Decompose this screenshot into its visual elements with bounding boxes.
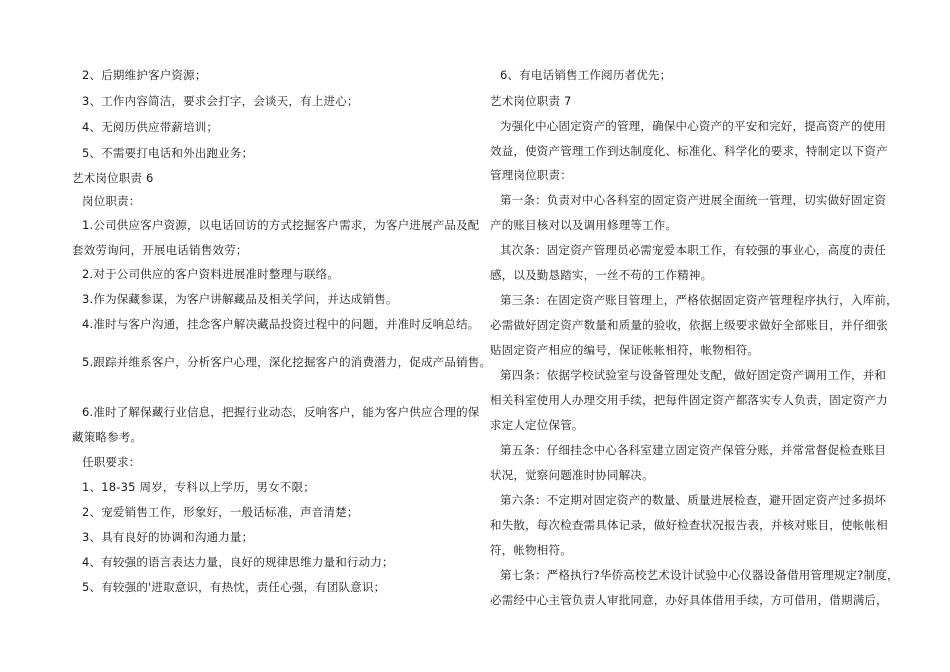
text-line: 1.公司供应客户资源，以电话回访的方式挖掘客户需求，为客户进展产品及配 (82, 218, 480, 232)
text-line: 第三条：在固定资产账目管理上，严格依据固定资产管理程序执行，入库前， (500, 293, 898, 307)
text-line: 管理岗位职责： (490, 168, 572, 182)
text-line: 4、有较强的语言表达力量，良好的规律思维力量和行动力； (82, 555, 394, 569)
text-line: 第七条：严格执行?华侨高校艺术设计试验中心仪器设备借用管理规定?制度， (500, 568, 899, 582)
text-line: 贴固定资产相应的编号，保证帐帐相符，帐物相符。 (490, 343, 760, 357)
text-line: 第四条：依据学校试验室与设备管理处支配，做好固定资产调用工作，并和 (500, 368, 887, 382)
text-line: 4、无阅历供应带薪培训； (82, 120, 219, 134)
text-line: 1、18-35 周岁，专科以上学历，男女不限； (82, 480, 315, 494)
text-line: 感，以及勤恳踏实，一丝不苟的工作精神。 (490, 268, 713, 282)
subheading: 任职要求： (82, 455, 141, 469)
text-line: 3、工作内容简洁，要求会打字，会谈天，有上进心； (82, 94, 359, 108)
text-line: 和失散，每次检查需具体记录，做好检查状况报告表，并核对账目，使帐帐相 (490, 518, 888, 532)
text-line: 状况，觉察问题准时协同解决。 (490, 468, 654, 482)
text-line: 3、具有良好的协调和沟通力量； (82, 530, 254, 544)
text-line: 第一条：负责对中心各科室的固定资产进展全面统一管理，切实做好固定资 (500, 193, 887, 207)
text-line: 套效劳询问，开展电话销售效劳； (72, 243, 248, 257)
text-line: 必需做好固定资产数量和质量的验收，依据上级要求做好全部账目，并仔细张 (490, 318, 888, 332)
text-line: 5.跟踪并维系客户，分析客户心理，深化挖掘客户的消费潜力，促成产品销售。 (82, 355, 492, 369)
text-line: 2.对于公司供应的客户资料进展准时整理与联络。 (82, 267, 340, 281)
text-line: 效益，使资产管理工作到达制度化、标准化、科学化的要求，特制定以下资产 (490, 144, 888, 158)
text-line: 2、宠爱销售工作，形象好，一般话标准，声音清楚； (82, 505, 359, 519)
section-heading: 艺术岗位职责 6 (72, 171, 154, 185)
text-line: 6.准时了解保藏行业信息，把握行业动态，反响客户，能为客户供应合理的保 (82, 405, 480, 419)
text-line: 5、不需要打电话和外出跑业务； (82, 146, 254, 160)
text-line: 相关科室使用人办理交用手续，把每件固定资产都落实专人负责，固定资产力 (490, 393, 888, 407)
text-line: 其次条：固定资产管理员必需宠爱本职工作，有较强的事业心，高度的责任 (500, 243, 887, 257)
text-line: 3.作为保藏参谋，为客户讲解藏品及相关学问，并达成销售。 (82, 292, 398, 306)
text-line: 符，帐物相符。 (490, 543, 572, 557)
subheading: 岗位职责： (82, 194, 141, 208)
text-line: 求定人定位保管。 (490, 418, 584, 432)
text-line: 第五条：仔细挂念中心各科室建立固定资产保管分账，并常常督促检查账目 (500, 443, 887, 457)
text-line: 产的账目核对以及调用修理等工作。 (490, 218, 678, 232)
text-line: 4.准时与客户沟通，挂念客户解决藏品投资过程中的问题，并准时反响总结。 (82, 317, 480, 331)
text-line: 2、后期维护客户资源； (82, 68, 207, 82)
text-line: 为强化中心固定资产的管理，确保中心资产的平安和完好，提高资产的使用 (500, 119, 887, 133)
section-heading: 艺术岗位职责 7 (490, 94, 572, 108)
text-line: 必需经中心主管负责人审批同意，办好具体借用手续，方可借用，借期满后， (490, 593, 888, 607)
text-line: 6、有电话销售工作阅历者优先； (500, 68, 672, 82)
text-line: 藏策略参考。 (72, 430, 143, 444)
text-line: 5、有较强的'进取意识，有热忱，责任心强，有团队意识； (82, 580, 386, 594)
text-line: 第六条：不定期对固定资产的数量、质量进展检查，避开固定资产过多损坏 (500, 493, 887, 507)
